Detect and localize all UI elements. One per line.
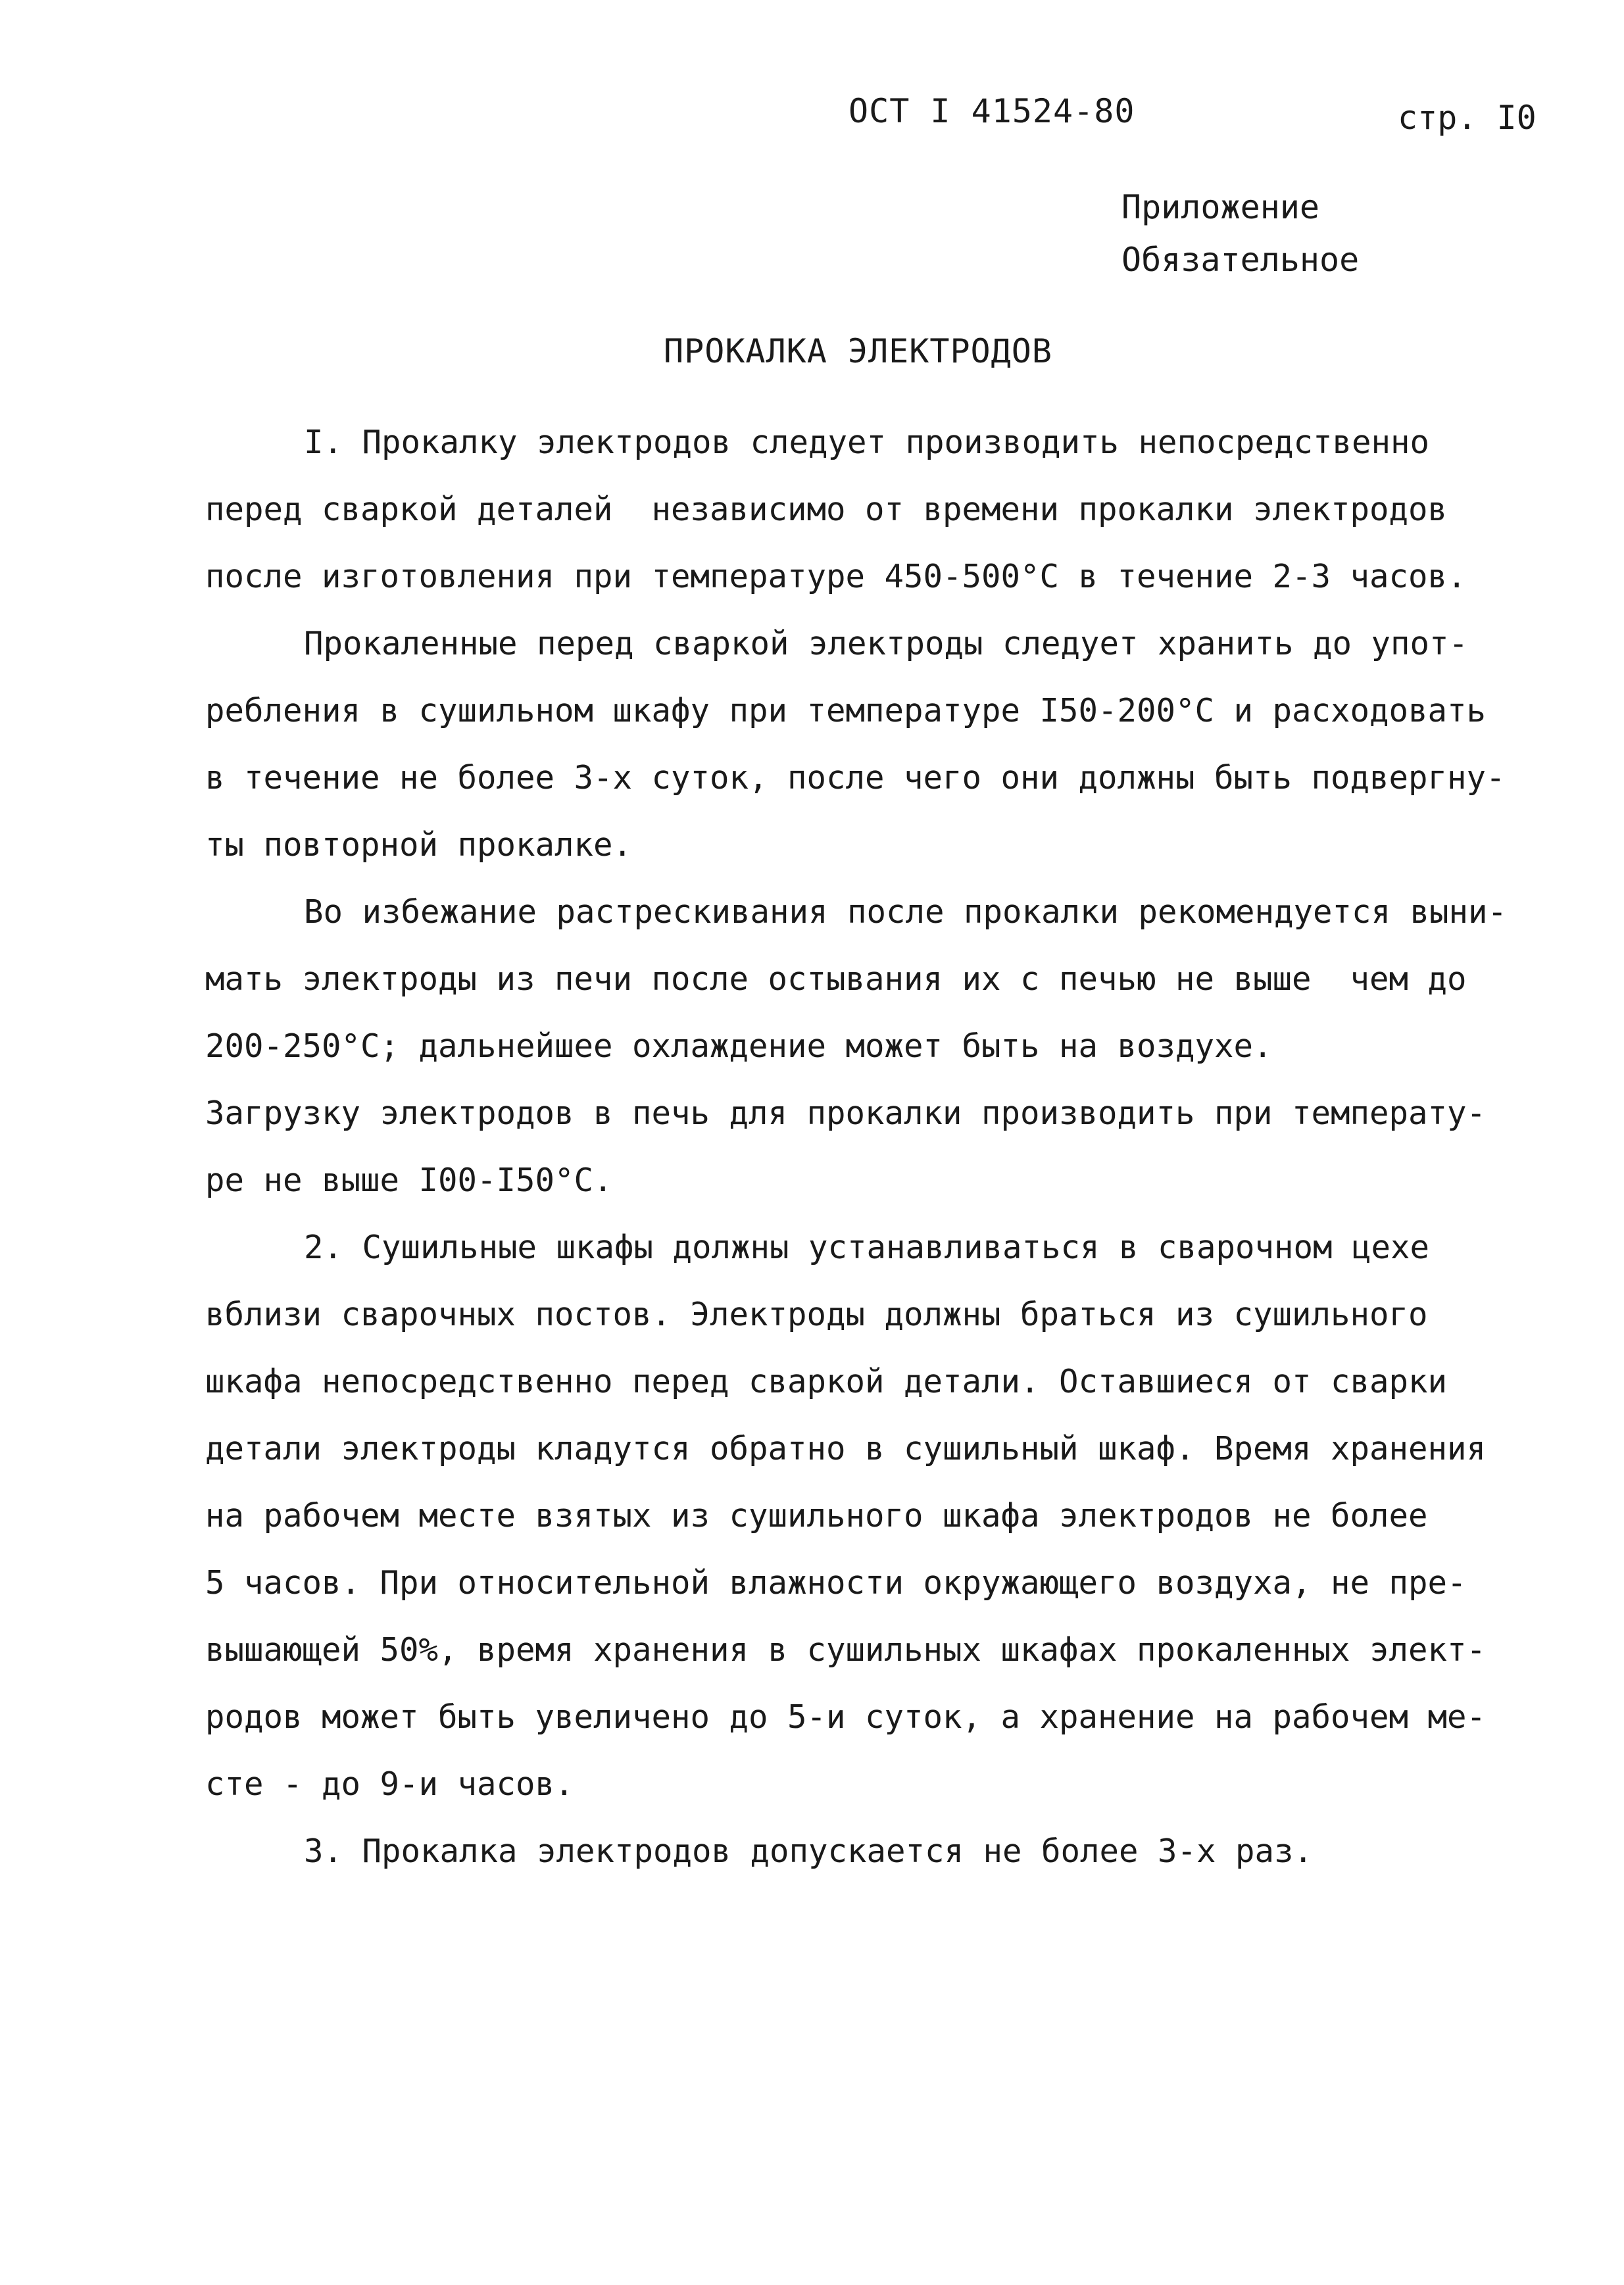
text-line: ре не выше I00-I50°С. xyxy=(205,1162,613,1199)
text-line: Во избежание растрескивания после прокалки рекомендуется выни- xyxy=(304,893,1508,931)
page-number: стр. I0 xyxy=(1398,99,1537,137)
text-line: родов может быть увеличено до 5-и суток, а хранение на рабочем ме- xyxy=(205,1698,1487,1736)
text-line: 200-250°С; дальнейшее охлаждение может быть на воздухе. xyxy=(205,1027,1273,1065)
text-line: шкафа непосредственно перед сваркой детали. Оставшиеся от сварки xyxy=(205,1363,1448,1400)
appendix-line-1: Приложение xyxy=(1121,188,1320,226)
text-line: I. Прокалку электродов следует производить непосредственно xyxy=(304,424,1430,461)
text-line: 3. Прокалка электродов допускается не более 3-х раз. xyxy=(304,1832,1314,1870)
document-title: ПРОКАЛКА ЭЛЕКТРОДОВ xyxy=(664,332,1052,370)
text-line: ты повторной прокалке. xyxy=(205,826,633,864)
document-body xyxy=(205,409,1560,1885)
text-line: сте - до 9-и часов. xyxy=(205,1765,574,1803)
document-code: ОСТ I 41524-80 xyxy=(849,92,1135,130)
text-line: Прокаленные перед сваркой электроды следует хранить до упот- xyxy=(304,625,1469,662)
appendix-line-2: Обязательное xyxy=(1121,241,1360,279)
text-line: детали электроды кладутся обратно в сушильный шкаф. Время хранения xyxy=(205,1430,1487,1467)
text-line: 2. Сушильные шкафы должны устанавливаться в сварочном цехе xyxy=(304,1229,1430,1266)
text-line: вышающей 50%, время хранения в сушильных шкафах прокаленных элект- xyxy=(205,1631,1487,1669)
text-line: 5 часов. При относительной влажности окружающего воздуха, не пре- xyxy=(205,1564,1467,1602)
text-line: ребления в сушильном шкафу при температуре I50-200°С и расходовать xyxy=(205,692,1487,729)
text-line: Загрузку электродов в печь для прокалки производить при температу- xyxy=(205,1094,1487,1132)
text-line: на рабочем месте взятых из сушильного шкафа электродов не более xyxy=(205,1497,1428,1535)
text-line: вблизи сварочных постов. Электроды должны браться из сушильного xyxy=(205,1296,1428,1333)
text-line: после изготовления при температуре 450-500°С в течение 2-3 часов. xyxy=(205,558,1467,595)
text-line: в течение не более 3-х суток, после чего они должны быть подвергну- xyxy=(205,759,1506,797)
appendix-label xyxy=(1121,181,1359,286)
text-line: мать электроды из печи после остывания их с печью не выше чем до xyxy=(205,960,1467,998)
text-line: перед сваркой деталей независимо от времени прокалки электродов xyxy=(205,491,1448,528)
